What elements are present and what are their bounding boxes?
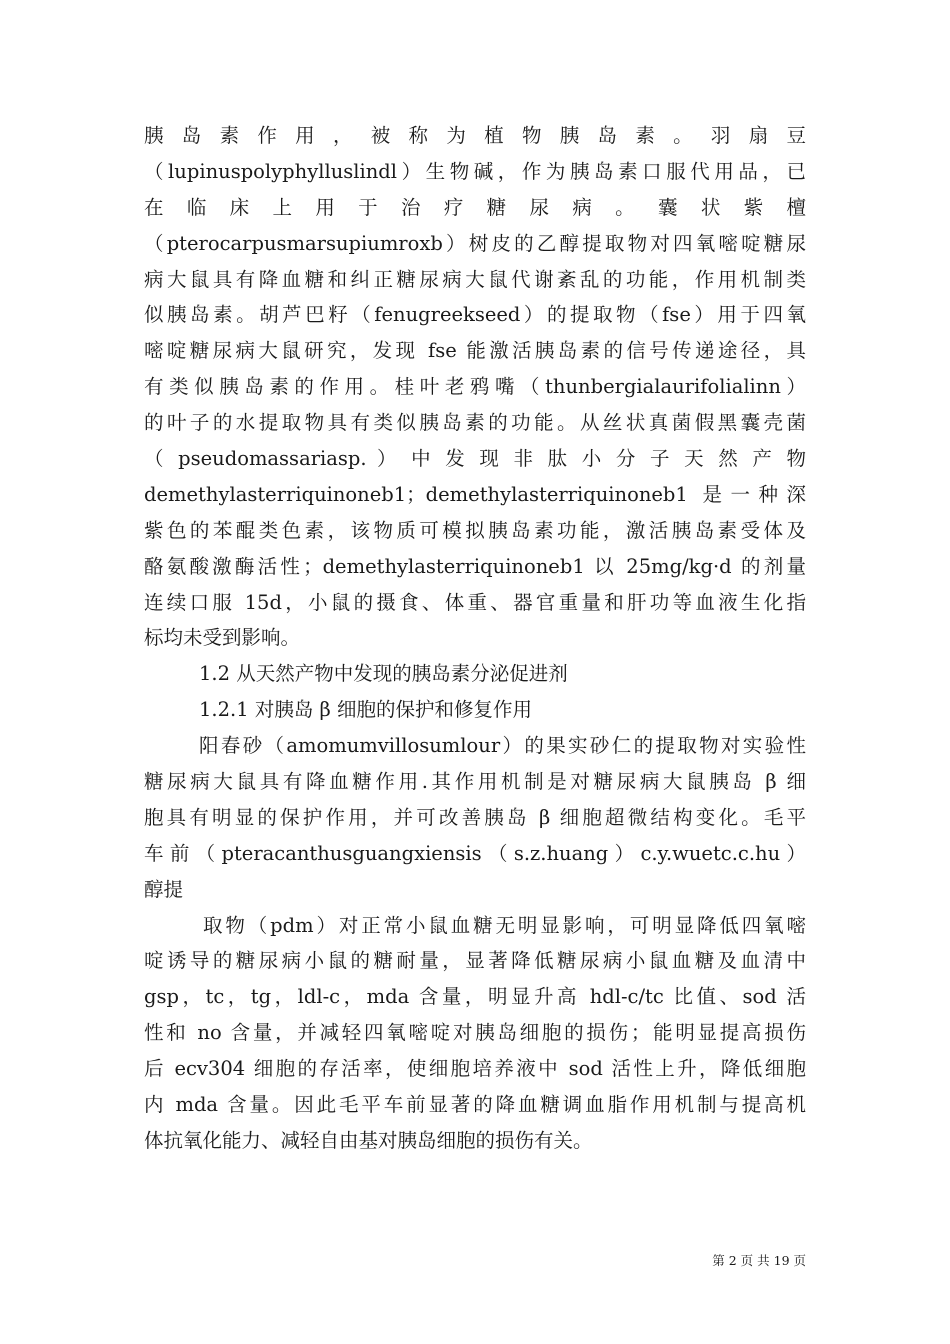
text-line: 体抗氧化能力、减轻自由基对胰岛细胞的损伤有关。 [144, 1128, 593, 1152]
text-line: 标均未受到影响。 [144, 626, 301, 650]
subsection-heading: 1.2.1 对胰岛 β 细胞的保护和修复作用 [199, 698, 532, 722]
text-line: 性和 no 含量，并减轻四氧嘧啶对胰岛细胞的损伤；能明显提高损伤 [144, 1021, 806, 1045]
text-line: 紫色的苯醌类色素，该物质可模拟胰岛素功能，激活胰岛素受体及 [144, 518, 806, 542]
text-line: 车前（pteracanthusguangxiensis（s.z.huang）c.y.wuetc.c.hu） [144, 841, 806, 865]
page-number-footer: 第 2 页 共 19 页 [712, 1253, 806, 1268]
text-line: 病大鼠具有降血糖和纠正糖尿病大鼠代谢紊乱的功能，作用机制类 [144, 267, 806, 291]
text-line: 在 临 床 上 用 于 治 疗 糖 尿 病 。 囊 状 紫 檀 [144, 195, 806, 219]
text-line: 内 mda 含量。因此毛平车前显著的降血糖调血脂作用机制与提高机 [144, 1093, 806, 1117]
text-line: 胰 岛 素 作 用 ， 被 称 为 植 物 胰 岛 素 。 羽 扇 豆 [144, 124, 806, 147]
text-line: 酪氨酸激酶活性；demethylasterriquinoneb1 以 25mg/kg·d 的剂量 [144, 554, 806, 578]
text-line: 后 ecv304 细胞的存活率，使细胞培养液中 sod 活性上升，降低细胞 [144, 1057, 806, 1081]
text-line: 嘧啶糖尿病大鼠研究，发现 fse 能激活胰岛素的信号传递途径，具 [144, 339, 806, 363]
body-text [144, 118, 806, 1159]
text-line: （ pseudomassariasp. ） 中 发 现 非 肽 小 分 子 天 然 产 物 [144, 447, 806, 471]
text-line: 糖尿病大鼠具有降血糖作用.其作用机制是对糖尿病大鼠胰岛 β 细 [144, 770, 806, 794]
text-line: （pterocarpusmarsupiumroxb）树皮的乙醇提取物对四氧嘧啶糖尿 [144, 231, 806, 255]
text-line: 醇提 [144, 877, 184, 901]
text-line: 有类似胰岛素的作用。桂叶老鸦嘴（thunbergialaurifolialinn） [144, 375, 806, 399]
text-line: 的叶子的水提取物具有类似胰岛素的功能。从丝状真菌假黑囊壳菌 [144, 411, 806, 435]
text-line: 连续口服 15d，小鼠的摄食、体重、器官重量和肝功等血液生化指 [144, 590, 806, 614]
text-line: gsp，tc，tg，ldl-c，mda 含量，明显升高 hdl-c/tc 比值、sod 活 [144, 985, 806, 1009]
section-heading: 1.2 从天然产物中发现的胰岛素分泌促进剂 [199, 662, 568, 686]
text-line: demethylasterriquinoneb1；demethylasterriquinoneb1 是一种深 [144, 482, 806, 506]
text-line: 阳春砂（amomumvillosumlour）的果实砂仁的提取物对实验性 [199, 734, 806, 758]
text-line: 取物（pdm）对正常小鼠血糖无明显影响，可明显降低四氧嘧 [203, 913, 806, 937]
text-line: 胞具有明显的保护作用，并可改善胰岛 β 细胞超微结构变化。毛平 [144, 805, 806, 829]
text-line: （lupinuspolyphylluslindl）生物碱，作为胰岛素口服代用品，已 [144, 159, 806, 183]
text-line: 啶诱导的糖尿病小鼠的糖耐量，显著降低糖尿病小鼠血糖及血清中 [144, 949, 806, 973]
text-line: 似胰岛素。胡芦巴籽（fenugreekseed）的提取物（fse）用于四氧 [144, 303, 806, 327]
